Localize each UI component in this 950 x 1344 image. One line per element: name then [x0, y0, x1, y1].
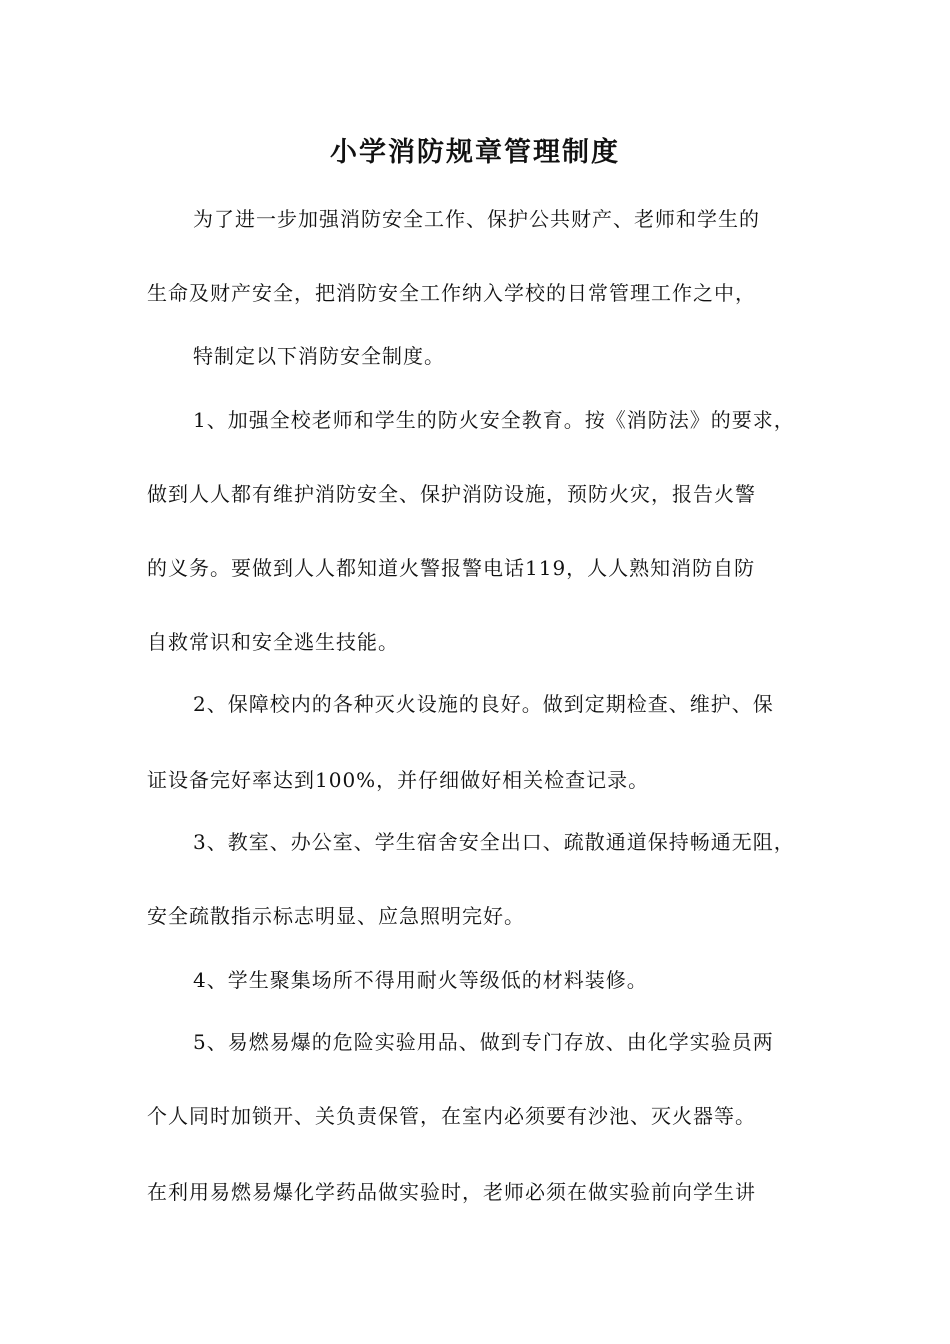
body-line: 安全疏散指示标志明显、应急照明完好。	[147, 904, 525, 928]
body-line: 3、教室、办公室、学生宿舍安全出口、疏散通道保持畅通无阻，	[193, 830, 795, 854]
body-line: 1、加强全校老师和学生的防火安全教育。按《消防法》的要求，	[193, 408, 795, 432]
body-line: 5、易燃易爆的危险实验用品、做到专门存放、由化学实验员两	[193, 1030, 774, 1054]
body-line: 特制定以下消防安全制度。	[193, 344, 445, 368]
body-line: 的义务。要做到人人都知道火警报警电话119，人人熟知消防自防	[147, 556, 756, 580]
body-line: 2、保障校内的各种灭火设施的良好。做到定期检查、维护、保	[193, 692, 774, 716]
body-line: 4、学生聚集场所不得用耐火等级低的材料装修。	[193, 968, 648, 992]
page-title: 小学消防规章管理制度	[330, 137, 620, 168]
body-line: 为了进一步加强消防安全工作、保护公共财产、老师和学生的	[193, 207, 760, 231]
body-line: 证设备完好率达到100%，并仔细做好相关检查记录。	[147, 768, 650, 792]
body-line: 个人同时加锁开、关负责保管，在室内必须要有沙池、灭火器等。	[147, 1104, 756, 1128]
body-line: 在利用易燃易爆化学药品做实验时，老师必须在做实验前向学生讲	[147, 1180, 756, 1204]
body-line: 自救常识和安全逃生技能。	[147, 630, 399, 654]
body-line: 生命及财产安全，把消防安全工作纳入学校的日常管理工作之中，	[147, 281, 756, 305]
body-line: 做到人人都有维护消防安全、保护消防设施，预防火灾，报告火警	[147, 482, 756, 506]
